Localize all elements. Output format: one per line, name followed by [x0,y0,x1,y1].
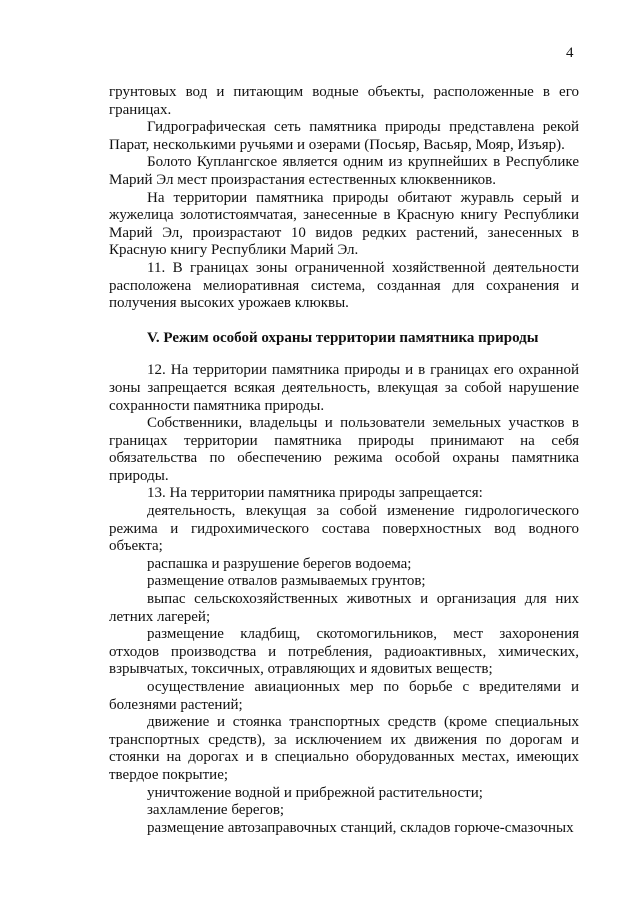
list-item: захламление берегов; [147,802,285,819]
list-item: выпас сельскохозяйственных животных и организация для них летних лагерей; [109,591,579,625]
paragraph: Болото Куплангское является одним из крупнейших в Республике Марий Эл мест произрастания естественных клюквенников. [109,154,579,188]
paragraph: На территории памятника природы обитают журавль серый и жужелица золотистоямчатая, занесенные в Красную книгу Республики Марий Эл, произрастают 10 видов редких растений, занесенных в Красную книгу Республики Марий Эл. [109,189,579,259]
paragraph: грунтовых вод и питающим водные объекты, расположенные в его границах. [109,84,579,118]
section-heading: V. Режим особой охраны территории памятника природы [147,329,539,346]
list-item: уничтожение водной и прибрежной растительности; [147,784,483,801]
list-item: движение и стоянка транспортных средств (кроме специальных транспортных средств), за исключением их движения по дорогам и стоянки на дорогах и в специально оборудованных местах, имеющих твердое покрытие; [109,714,579,783]
document-body [109,84,579,837]
list-item: размещение кладбищ, скотомогильников, мест захоронения отходов производства и потребления, радиоактивных, химических, взрывчатых, токсичных, отравляющих и ядовитых веществ; [109,626,579,678]
list-item: размещение автозаправочных станций, складов горюче-смазочных [147,819,574,836]
list-item: размещение отвалов размываемых грунтов; [147,573,426,590]
list-item: деятельность, влекущая за собой изменение гидрологического режима и гидрохимического состава поверхностных вод водного объекта; [109,503,579,555]
paragraph: 11. В границах зоны ограниченной хозяйственной деятельности расположена мелиоративная система, созданная для сохранения и получения высоких урожаев клюквы. [109,259,579,312]
paragraph: 13. На территории памятника природы запрещается: [147,485,483,502]
page-number: 4 [566,45,574,61]
list-item: осуществление авиационных мер по борьбе с вредителями и болезнями растений; [109,679,579,713]
paragraph: Гидрографическая сеть памятника природы представлена рекой Парат, несколькими ручьями и озерами (Посьяр, Васьяр, Мояр, Изъяр). [109,119,579,153]
paragraph: 12. На территории памятника природы и в границах его охранной зоны запрещается всякая деятельность, влекущая за собой нарушение сохранности памятника природы. [109,362,579,414]
list-item: распашка и разрушение берегов водоема; [147,555,412,572]
paragraph: Собственники, владельцы и пользователи земельных участков в границах территории памятника природы принимают на себя обязательства по обеспечению режима особой охраны памятника природы. [109,415,579,484]
